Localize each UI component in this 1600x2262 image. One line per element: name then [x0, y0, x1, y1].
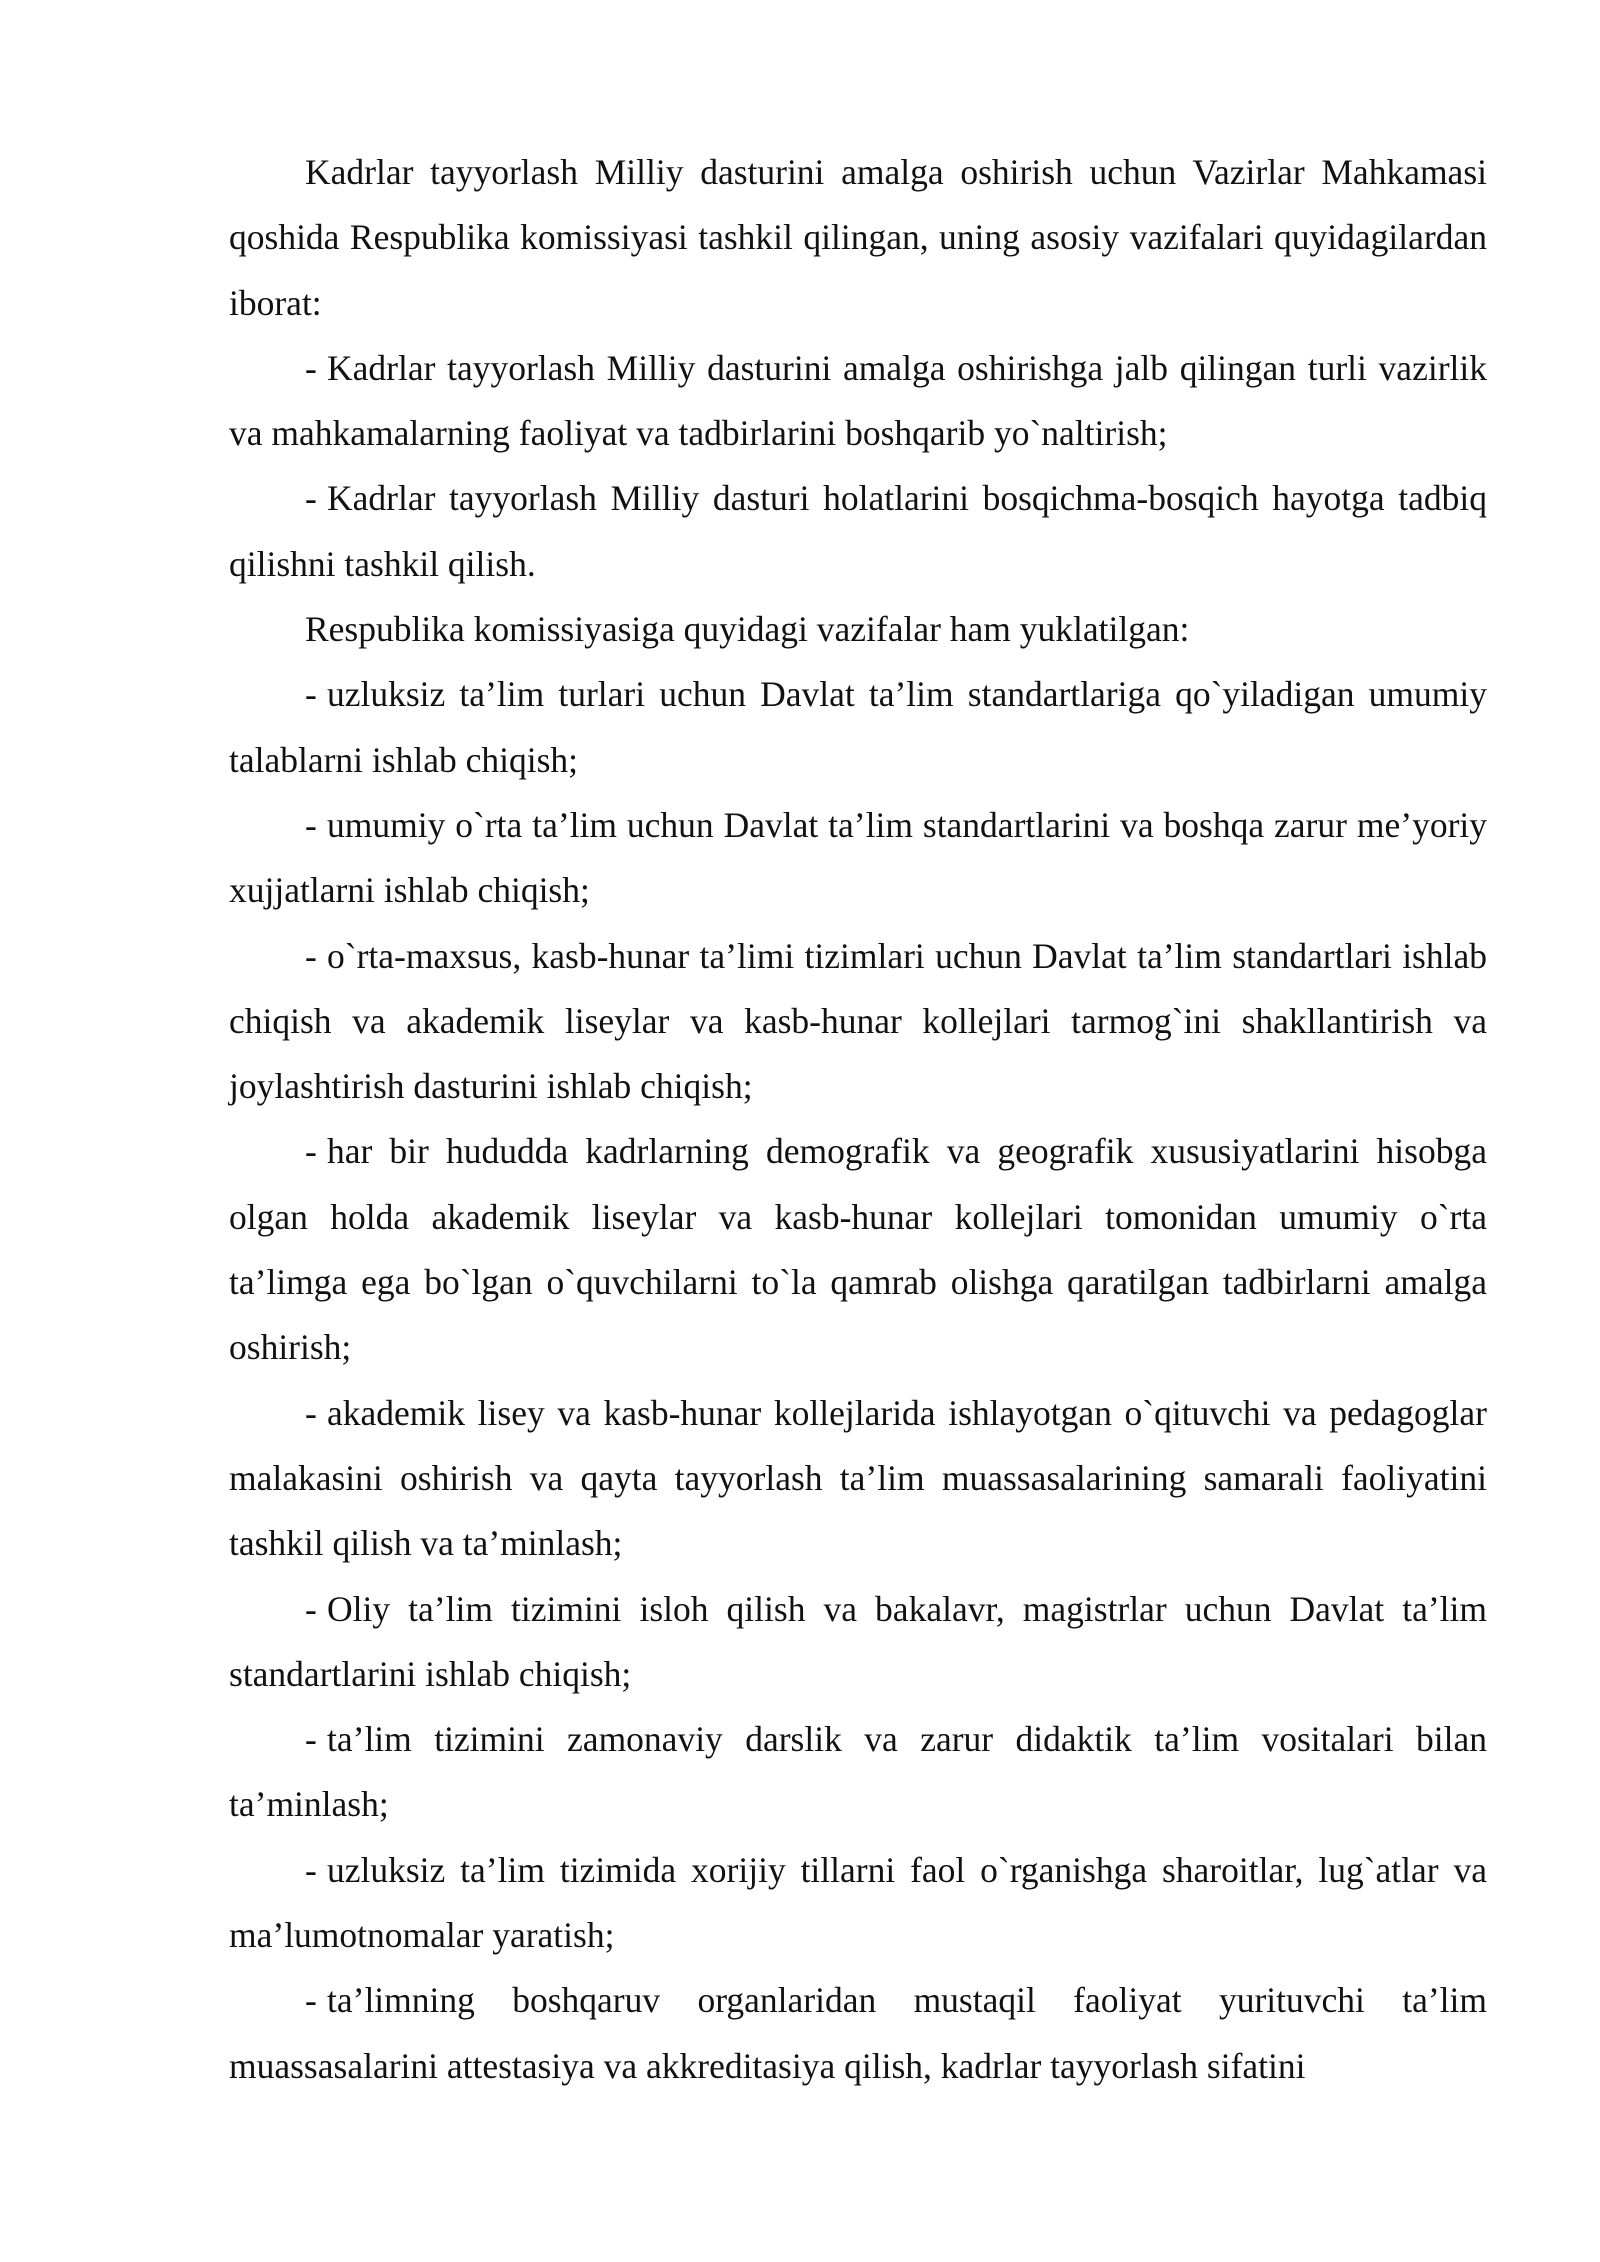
- list-dash: -: [305, 1980, 317, 2021]
- list-item-text: ta’lim tizimini zamonaviy darslik va zarur didaktik ta’lim vositalari bilan ta’minlash;: [229, 1719, 1487, 1825]
- list-item: [229, 793, 1487, 924]
- list-item-text: Oliy ta’lim tizimini isloh qilish va bakalavr, magistrlar uchun Davlat ta’lim standartlarini ishlab chiqish;: [229, 1588, 1487, 1694]
- list-item-text: uzluksiz ta’lim turlari uchun Davlat ta’lim standartlariga qo`yiladigan umumiy talablarni ishlab chiqish;: [229, 674, 1487, 780]
- list-dash: -: [305, 935, 317, 976]
- list-dash: -: [305, 1131, 317, 1172]
- list-item-text: ta’limning boshqaruv organlaridan mustaqil faoliyat yurituvchi ta’lim muassasalarini attestasiya va akkreditasiya qilish, kadrlar tayyorlash sifatini: [229, 1980, 1487, 2086]
- list-item: [229, 336, 1487, 467]
- list-item: [229, 1707, 1487, 1838]
- list-item: [229, 1968, 1487, 2099]
- list-item: [229, 662, 1487, 793]
- list-dash: -: [305, 804, 317, 845]
- paragraph-intro: [229, 140, 1487, 336]
- list-dash: -: [305, 478, 317, 519]
- list-item: [229, 1838, 1487, 1969]
- list-item: [229, 1577, 1487, 1708]
- list-item-text: har bir hududda kadrlarning demografik va geografik xususiyatlarini hisobga olgan holda akademik liseylar va kasb-hunar kollejlari tomonidan umumiy o`rta ta’limga ega bo`lgan o`quvchilarni to`la qamrab olishga qaratilgan tadbirlarni amalga oshirish;: [229, 1131, 1487, 1368]
- paragraph-commission-tasks: [229, 597, 1487, 662]
- list-dash: -: [305, 674, 317, 715]
- document-body: [229, 140, 1487, 2099]
- paragraph-text: Kadrlar tayyorlash Milliy dasturini amalga oshirish uchun Vazirlar Mahkamasi qoshida Respublika komissiyasi tashkil qilingan, uning asosiy vazifalari quyidagilardan iborat:: [229, 152, 1487, 323]
- paragraph-text: Respublika komissiyasiga quyidagi vazifalar ham yuklatilgan:: [305, 609, 1190, 650]
- list-item-text: uzluksiz ta’lim tizimida xorijiy tillarni faol o`rganishga sharoitlar, lug`atlar va ma’lumotnomalar yaratish;: [229, 1849, 1487, 1956]
- list-item-text: akademik lisey va kasb-hunar kollejlarida ishlayotgan o`qituvchi va pedagoglar malakasini oshirish va qayta tayyorlash ta’lim muassasalarining samarali faoliyatini tashkil qilish va ta’minlash;: [229, 1392, 1487, 1564]
- list-dash: -: [305, 1849, 317, 1890]
- list-item-text: o`rta-maxsus, kasb-hunar ta’limi tizimlari uchun Davlat ta’lim standartlari ishlab chiqish va akademik liseylar va kasb-hunar kollejlari tarmog`ini shakllantirish va joylashtirish dasturini ishlab chiqish;: [229, 935, 1487, 1107]
- list-item-text: Kadrlar tayyorlash Milliy dasturini amalga oshirishga jalb qilingan turli vazirlik va mahkamalarning faoliyat va tadbirlarini boshqarib yo`naltirish;: [229, 347, 1487, 454]
- list-item: [229, 1119, 1487, 1380]
- list-item: [229, 1381, 1487, 1577]
- list-item-text: umumiy o`rta ta’lim uchun Davlat ta’lim standartlarini va boshqa zarur me’yoriy xujjatlarni ishlab chiqish;: [229, 804, 1487, 911]
- list-dash: -: [305, 1588, 317, 1629]
- list-dash: -: [305, 1719, 317, 1760]
- list-item: [229, 924, 1487, 1120]
- list-item-text: Kadrlar tayyorlash Milliy dasturi holatlarini bosqichma-bosqich hayotga tadbiq qilishni tashkil qilish.: [229, 478, 1487, 584]
- list-dash: -: [305, 1392, 317, 1433]
- list-dash: -: [305, 347, 317, 388]
- list-item: [229, 466, 1487, 597]
